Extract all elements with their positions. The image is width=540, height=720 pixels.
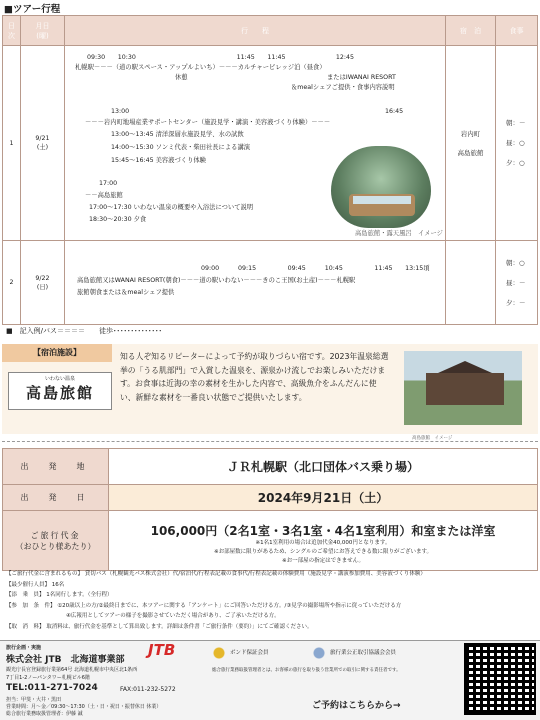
price-label-cell xyxy=(3,511,109,571)
onsen-photo-caption: 高島旅館・露天風呂 イメージ xyxy=(355,230,443,237)
ryokan-logo xyxy=(8,372,112,410)
lodging-place: 岩内町 xyxy=(460,130,481,138)
facility-description: 知る人ぞ知るリピーターによって予約が取りづらい宿です。2023年温泉総選挙の「うる肌部門」で入賞した温泉を、源泉かけ流しでお楽しみいただけます。お食事は近海の幸の素材を生かした内容で、高級魚介をふんだんに使い、新鮮な素材を一番良い状態でご提供いたします。 xyxy=(120,352,389,402)
header-lodging: 宿 泊 xyxy=(446,16,496,46)
terms-line: 【参 加 条 件】 ①20歳以上の方/②最終日までに、本ツアーに関する「アンケート」にご回答いただける方。/③見学の撮影場所や指示に従っていただける方 xyxy=(6,602,402,609)
building xyxy=(426,373,504,405)
price-row xyxy=(3,511,538,571)
hours-text: 営業時間：月～金／09:30～17:30（土・日・祝日・振替休日 休業） xyxy=(6,704,162,710)
day-date: 9/22 (日) xyxy=(21,241,65,325)
fax-number: FAX:011-232-5272 xyxy=(120,686,176,693)
departure-label: 出 発 地 xyxy=(3,449,109,485)
terms-line: 【最少催行人員】 16名 xyxy=(6,581,65,588)
lodging-name: 高島旅館 xyxy=(457,149,484,157)
schedule-line: 休憩 xyxy=(175,74,188,81)
itinerary-row-day1 xyxy=(3,46,538,241)
section-title: ■ツアー行程 xyxy=(4,4,61,15)
day2-lodging xyxy=(446,241,496,325)
fair-trade-badge: 旅行業公正取引協議会会員 xyxy=(312,646,396,660)
meal-lunch: 昼：－ xyxy=(506,278,526,287)
departure-value: ＪＲ札幌駅（北口団体バス乗り場） xyxy=(109,449,538,485)
divider xyxy=(2,441,538,442)
day2-schedule xyxy=(65,241,446,325)
info-table xyxy=(2,448,538,571)
logo-name: 高島旅館 xyxy=(25,384,94,402)
address-text: 7丁目1-2ノーパンタワー札幌ビル6階 xyxy=(6,675,90,681)
header-day: 日 次 xyxy=(3,16,21,46)
qr-code[interactable] xyxy=(464,643,536,715)
header-date: 月日 (曜) xyxy=(21,16,65,46)
day2-meals xyxy=(496,241,538,325)
reserve-link[interactable]: ご予約はこちらから→ xyxy=(312,701,401,711)
onsen-photo xyxy=(331,146,431,228)
legend: ■ 記入例/バス＝＝＝＝ 徒歩･･････････････ xyxy=(6,327,162,335)
schedule-line: 17:00～17:30 いわない温泉の概要や入浴法について説明 xyxy=(89,204,254,211)
terms-line: 【ご旅行代金に含まれるもの】 貸切バス（札幌観光バス株式会社）代/宿泊代/行程表記載の食事代/行程表記載の体験費用（施設見学・講演参加費用、美容液づくり体験） xyxy=(6,571,426,577)
price-sublabel: （おひとり様あたり） xyxy=(15,541,96,551)
day1-lodging xyxy=(446,46,496,241)
schedule-line: 14:00～15:30 ソンミ代表・柴田社長による講演 xyxy=(111,144,251,151)
date-value: 2024年9月21日（土） xyxy=(109,485,538,511)
price-note: ※お一部屋の指定はできません。 xyxy=(282,557,364,564)
schedule-line: 09:00 09:15 09:45 10:45 11:45 13:15頃 xyxy=(201,265,430,272)
schedule-line: 09:30 10:30 11:45 11:45 12:45 xyxy=(87,54,355,61)
price-label: ご旅行代金 xyxy=(30,530,81,540)
footer-note: 総合旅行業務取扱管理者とは、お客様の旅行を取り扱う営業所での取引に関する責任者です。 xyxy=(212,668,401,673)
itinerary-header xyxy=(3,16,538,46)
departure-row xyxy=(3,449,538,485)
ryokan-photo-caption: 高島旅館 イメージ xyxy=(412,436,453,441)
schedule-line: 18:30～20:30 夕食 xyxy=(89,216,147,223)
price-note: ※お部屋数に限りがあるため、シングルのご希望にお答えできる数に限りがございます。 xyxy=(213,548,433,555)
terms-line: 【添 乗 員】 1名同行します。（全行程） xyxy=(6,592,113,598)
manager-text: 総合旅行業務取扱管理者：伊藤 誠 xyxy=(6,711,83,717)
tel-label: TEL: xyxy=(6,683,28,693)
date-row xyxy=(3,485,538,511)
schedule-line: 17:00 xyxy=(99,180,118,187)
schedule-line: またはIWANAI RESORT xyxy=(327,74,396,81)
terms-line: ④広報用としてツアーの様子を撮影させていただく場合があり、ご了承いただける方。 xyxy=(66,613,280,619)
schedule-line: 高島旅館又はWANAI RESORT(朝食)－－－道の駅いわない－－－きのこ王国(お土産)－－－札幌駅 xyxy=(77,277,356,284)
schedule-line: －－－岩内町地場産業サポートセンター（施設見学・講演・美容液づくり体験）－－－ xyxy=(85,119,331,126)
meal-breakfast: 朝：○ xyxy=(506,258,525,267)
price-note: ※1名1室利用の場合は追加代金40,000円となります。 xyxy=(255,539,391,546)
date-label: 出 発 日 xyxy=(3,485,109,511)
meal-lunch: 昼：○ xyxy=(506,139,525,147)
day-number: 2 xyxy=(3,241,21,325)
planner-label: 旅行企画・実施 xyxy=(6,645,42,651)
meal-dinner: 夕：－ xyxy=(506,298,526,307)
facility-heading: 【宿泊施設】 xyxy=(2,344,112,362)
terms-line: 【取 消 料】 取消料は、旅行代金を基準として算出致します。詳細は条件書「ご旅行条件（要約）」にてご確認ください。 xyxy=(6,623,313,630)
phone xyxy=(6,683,98,693)
day-date: 9/21 (土) xyxy=(21,46,65,241)
ryokan-photo xyxy=(404,351,522,425)
day1-schedule xyxy=(65,46,446,241)
schedule-line: 13:00～13:45 清洋深層水施設見学、水の試飲 xyxy=(111,131,244,138)
itinerary-row-day2 xyxy=(3,241,538,325)
price-cell xyxy=(109,511,538,571)
terms xyxy=(6,569,536,632)
logo-subtitle: いわない温泉 xyxy=(44,376,75,382)
meal-dinner: 夕：○ xyxy=(506,159,525,167)
schedule-line: 16:45 xyxy=(385,108,404,115)
schedule-line: 13:00 xyxy=(111,108,130,115)
day-number: 1 xyxy=(3,46,21,241)
schedule-line: 15:45～16:45 美容液づくり体験 xyxy=(111,157,206,164)
price-value: 106,000円（2名1室・3名1室・4名1室利用）和室または洋室 xyxy=(150,523,496,538)
jtb-logo: JTB xyxy=(148,641,176,659)
schedule-line: ＆mealシェフご提供・食事内容説明 xyxy=(291,84,395,91)
schedule-line: 札幌駅－－－（道の駅スペース・アップルよいち）－－－カルチャービレッジ泊（昼食） xyxy=(75,64,326,71)
schedule-line: －－高島旅館 xyxy=(85,192,123,199)
schedule-line: 旅館朝食または＆mealシェフ提供 xyxy=(77,289,175,296)
staff-text: 担当：甲斐・大井・黒田 xyxy=(6,697,62,703)
header-itinerary: 行 程 xyxy=(65,16,446,46)
itinerary-table xyxy=(2,15,538,325)
tel-number[interactable]: 011-271-7024 xyxy=(27,683,98,693)
bath-water xyxy=(353,196,411,204)
day1-meals xyxy=(496,46,538,241)
meal-breakfast: 朝：－ xyxy=(506,119,526,127)
header-meals: 食事 xyxy=(496,16,538,46)
license-text: 観光庁長官登録旅行業第64号 北海道札幌市中央区北1条西 xyxy=(6,667,138,673)
company-name: 株式会社 JTB 北海道事業部 xyxy=(6,655,125,665)
bond-badge: ボンド保証会員 xyxy=(212,646,269,660)
